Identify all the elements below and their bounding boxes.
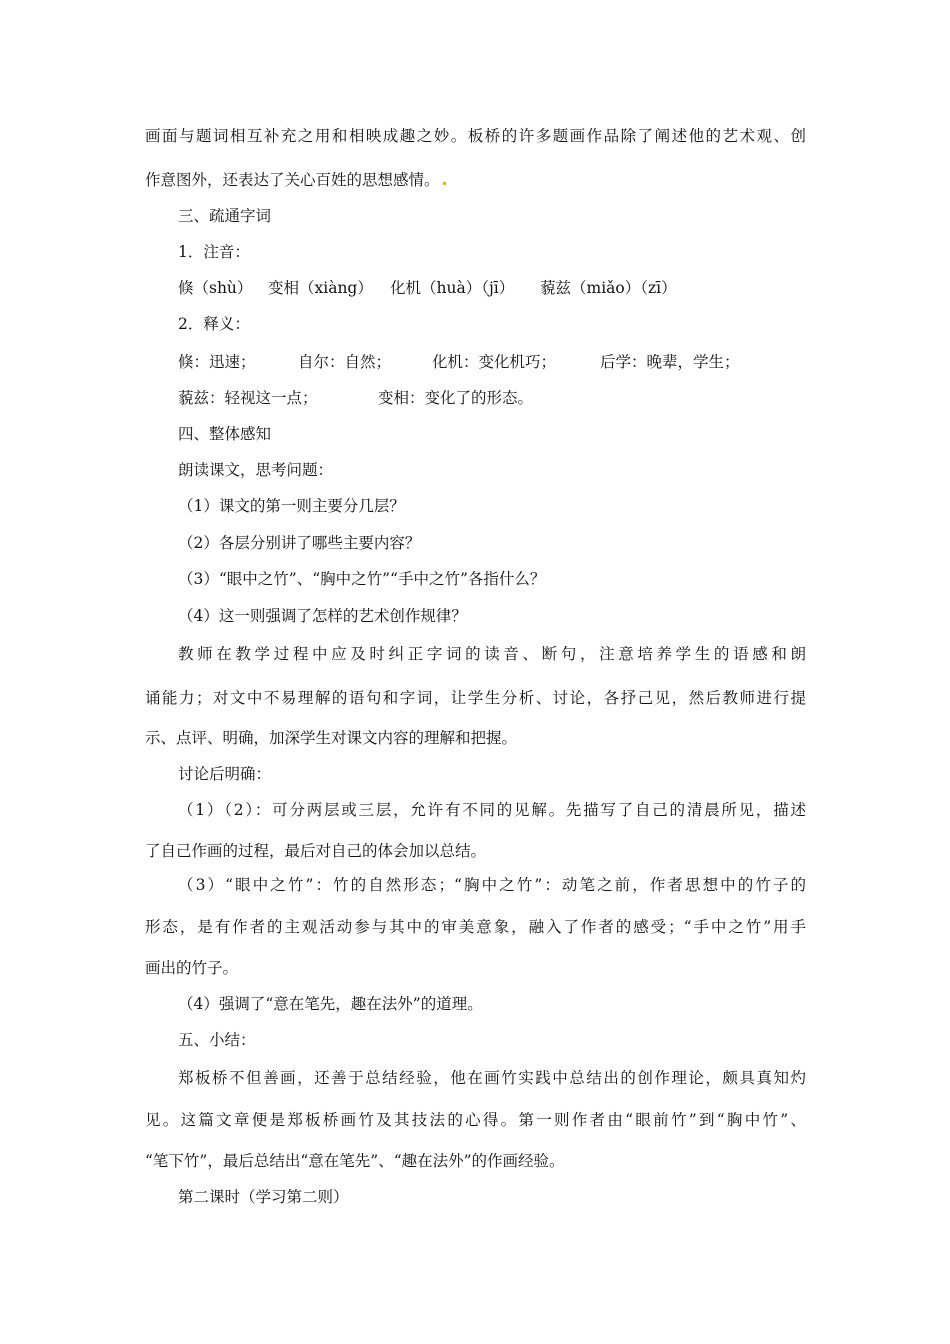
- paragraph-line: 见。这篇文章便是郑板桥画竹及其技法的心得。第一则作者由“眼前竹”到“胸中竹”、: [145, 1111, 806, 1129]
- paragraph-line: 朗读课文，思考问题：: [178, 461, 334, 479]
- paragraph-line: 形态，是有作者的主观活动参与其中的审美意象，融入了作者的感受；“手中之竹”用手: [145, 918, 806, 936]
- paragraph-line: 教师在教学过程中应及时纠正字词的读音、断句，注意培养学生的语感和朗: [178, 645, 806, 663]
- paragraph-line: 郑板桥不但善画，还善于总结经验，他在画竹实践中总结出的创作理论，颇具真知灼: [178, 1069, 806, 1087]
- gloss-item: 藐兹：轻视这一点；: [178, 389, 318, 407]
- paragraph-line: “笔下竹”，最后总结出“意在笔先”、“趣在法外”的作画经验。: [145, 1152, 565, 1170]
- section-heading-4: 四、整体感知: [178, 425, 272, 443]
- paragraph-text: 作意图外，还表达了关心百姓的思想感情。: [145, 171, 440, 189]
- section-heading-3: 三、疏通字词: [178, 207, 272, 225]
- subheading-gloss: 2．释义：: [178, 315, 250, 333]
- section-heading-5: 五、小结：: [178, 1031, 256, 1049]
- paragraph-line: （1）（2）：可分两层或三层，允许有不同的见解。先描写了自己的清晨所见，描述: [178, 801, 806, 819]
- gloss-item: 变相：变化了的形态。: [378, 389, 534, 407]
- paragraph-line: 画面与题词相互补充之用和相映成趣之妙。板桥的许多题画作品除了阐述他的艺术观、创: [145, 127, 806, 145]
- paragraph-line: 画出的竹子。: [145, 959, 239, 977]
- highlight-mark: [443, 182, 446, 185]
- question-item: （1）课文的第一则主要分几层？: [178, 497, 405, 515]
- paragraph-line: （4）强调了“意在笔先，趣在法外”的道理。: [178, 995, 483, 1013]
- pinyin-item: 变相（xiàng）: [268, 279, 373, 297]
- gloss-item: 化机：变化机巧；: [432, 353, 557, 371]
- gloss-item: 倏：迅速；: [178, 353, 256, 371]
- paragraph-line: 诵能力；对文中不易理解的语句和字词，让学生分析、讨论，各抒己见，然后教师进行提: [145, 689, 806, 707]
- gloss-item: 自尔：自然；: [298, 353, 392, 371]
- question-item: （3）“眼中之竹”、“胸中之竹”“手中之竹”各指什么？: [178, 570, 546, 588]
- gloss-item: 后学：晚辈，学生；: [600, 353, 740, 371]
- paragraph-line: 讨论后明确：: [178, 765, 272, 783]
- pinyin-item: 藐兹（miǎo）（zī）: [540, 279, 677, 297]
- subheading-pronunciation: 1．注音：: [178, 243, 250, 261]
- section-heading-lesson2: 第二课时（学习第二则）: [178, 1188, 349, 1206]
- paragraph-line: 示、点评、明确，加深学生对课文内容的理解和把握。: [145, 729, 518, 747]
- pinyin-item: 倏（shù）: [178, 279, 253, 297]
- question-item: （2）各层分别讲了哪些主要内容？: [178, 534, 421, 552]
- paragraph-line: [145, 170, 446, 190]
- paragraph-line: （3）“眼中之竹”：竹的自然形态；“胸中之竹”：动笔之前，作者思想中的竹子的: [178, 876, 806, 894]
- question-item: （4）这一则强调了怎样的艺术创作规律？: [178, 607, 467, 625]
- pinyin-item: 化机（huà）（jī）: [390, 279, 515, 297]
- paragraph-line: 了自己作画的过程，最后对自己的体会加以总结。: [145, 842, 487, 860]
